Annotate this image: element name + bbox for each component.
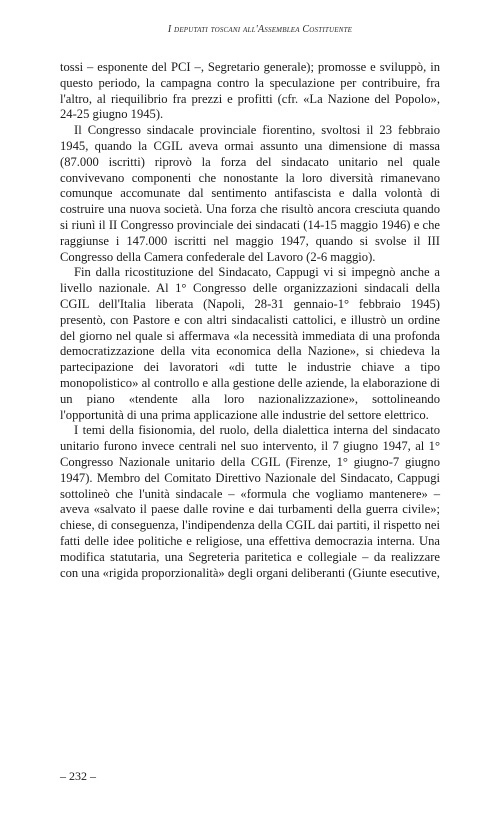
paragraph-2: Il Congresso sindacale provinciale fiorentino, svoltosi il 23 febbraio 1945, quando la CGIL aveva ormai assunto una dimensione di massa (87.000 iscritti) riprovò la forza del sindacato unitario nel quale convivevano componenti che nonostante la loro diversità rimanevano comunque accomunate dal sentimento antifascista e dalla volontà di costruire una nuova società. Una forza che risultò ancora cresciuta quando si riunì il II Congresso provinciale dei sindacati (14-15 maggio 1946) e che raggiunse i 147.000 iscritti nel maggio 1947, quando si svolse il III Congresso della Camera confederale del Lavoro (2-6 maggio). — [60, 123, 440, 264]
body-text — [60, 60, 440, 581]
running-head: I deputati toscani all'Assemblea Costituente — [167, 24, 353, 35]
paragraph-4: I temi della fisionomia, del ruolo, della dialettica interna del sindacato unitario furono invece centrali nel suo intervento, il 7 giugno 1947, al 1° Congresso Nazionale unitario della CGIL (Firenze, 1° giugno-7 giugno 1947). Membro del Comitato Direttivo Nazionale del Sindacato, Cappugi sottolineò che l'unità sindacale – «formula che vogliamo mantenere» – aveva «salvato il paese dalle rovine e dai turbamenti della guerra civile»; chiese, di conseguenza, l'indipendenza della CGIL dai partiti, il rispetto nei fatti delle idee politiche e religiose, una effettiva democrazia interna. Una modifica statutaria, una Segreteria paritetica e collegiale – da realizzare con una «rigida proporzionalità» degli organi deliberanti (Giunte esecutive, — [60, 423, 440, 580]
page-number: – 232 – — [60, 769, 96, 783]
paragraph-3: Fin dalla ricostituzione del Sindacato, Cappugi vi si impegnò anche a livello nazionale. Al 1° Congresso delle organizzazioni sindacali della CGIL dell'Italia liberata (Napoli, 28-31 gennaio-1° febbraio 1945) presentò, con Pastore e con altri sindacalisti cattolici, e illustrò un ordine del giorno nel quale si affermava «la necessità immediata di una profonda democratizzazione della vita economica della Nazione», si chiedeva la partecipazione dei lavoratori «di tutte le industrie chiave a tipo monopolistico» al controllo e alla gestione delle aziende, la elaborazione di un piano «tendente alla loro nazionalizzazione», sottolineando l'opportunità di una prima applicazione alle industrie del settore elettrico. — [60, 265, 440, 422]
paragraph-1: tossi – esponente del PCI –, Segretario generale); promosse e sviluppò, in questo periodo, la campagna contro la speculazione per contribuire, fra l'altro, al riequilibrio fra prezzi e profitti (cfr. «La Nazione del Popolo», 24-25 giugno 1945). — [60, 60, 440, 122]
